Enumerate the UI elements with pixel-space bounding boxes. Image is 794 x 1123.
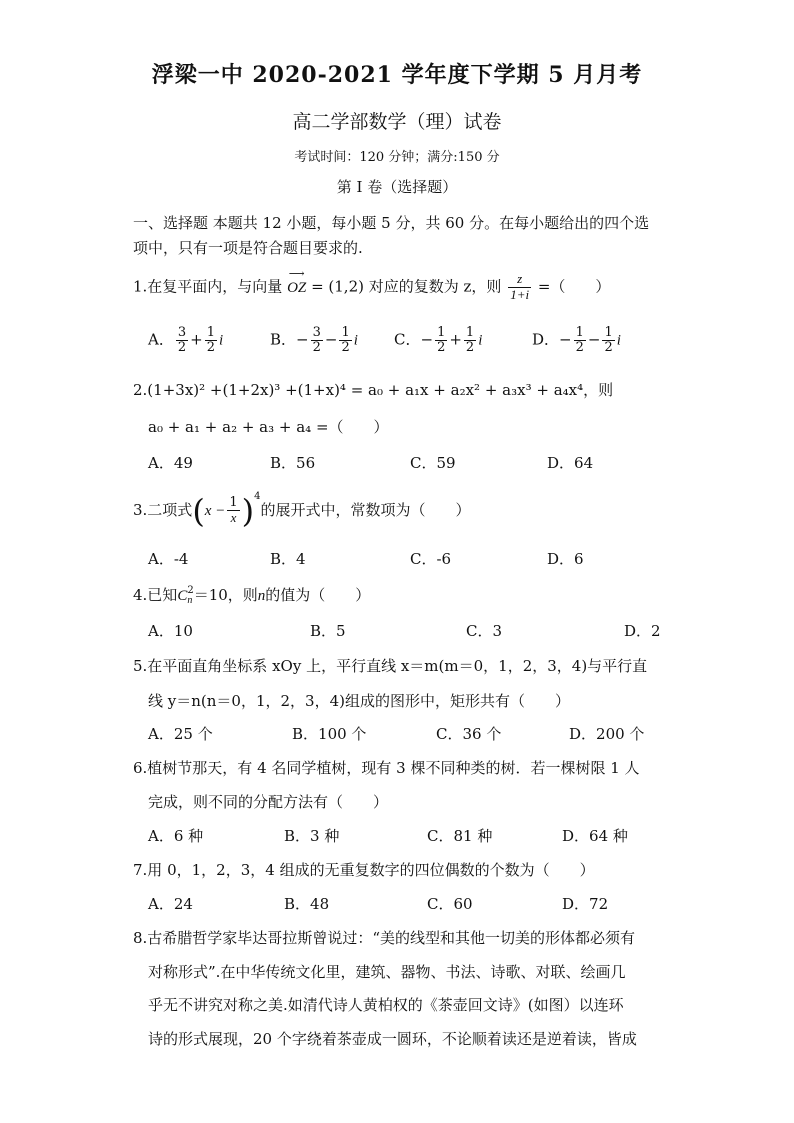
q5-option-a: A．25 个 [148,725,213,743]
q1-option-c: C．− $\frac{1}{2}$ + $\frac{1}{2}$ i [394,325,483,355]
q7-option-b: B．48 [284,895,330,913]
question-8-line-2: 对称形式”.在中华传统文化里，建筑、器物、书法、诗歌、对联、绘画几 [148,963,626,981]
q6-option-d: D．64 种 [562,827,628,845]
q2-option-c: C．59 [410,454,456,472]
q1-option-a: A． $\frac{3}{2}$ + $\frac{1}{2}$ i [148,325,224,355]
q2-option-b: B．56 [270,454,316,472]
q1-text-b: = (1,2) 对应的复数为 z，则 [311,277,502,296]
question-8-line-1: 8.古希腊哲学家毕达哥拉斯曾说过：“美的线型和其他一切美的形体都必须有 [133,929,635,947]
q1-vector: ⟶ OZ [287,266,307,296]
q5-option-b: B．100 个 [292,725,367,743]
q5-option-d: D．200 个 [569,725,645,743]
section-heading: 第 I 卷（选择题） [336,178,458,196]
q2-option-a: A．49 [148,454,193,472]
q2-option-d: D．64 [547,454,594,472]
question-2-line-2: a₀ + a₁ + a₂ + a₃ + a₄ =（ ） [148,418,389,436]
q1-option-b: B．− $\frac{3}{2}$ − $\frac{1}{2}$ i [270,325,358,355]
instructions-line-2: 项中，只有一项是符合题目要求的. [133,239,363,257]
q1-option-d: D．− $\frac{1}{2}$ − $\frac{1}{2}$ i [532,325,621,355]
q4-option-b: B．5 [310,622,346,640]
q6-option-a: A．6 种 [148,827,204,845]
question-1 [133,266,611,303]
q4-option-d: D．2 [624,622,661,640]
q3-option-a: A．-4 [148,550,189,568]
q3-option-d: D．6 [547,550,584,568]
q3-option-c: C．-6 [410,550,452,568]
q1-text-c: =（ ） [537,277,611,296]
q1-text-a: 1.在复平面内，与向量 [133,277,283,296]
exam-info: 考试时间：120 分钟；满分:150 分 [294,150,500,165]
question-3: 3.二项式(x − $\frac{1}{x}$ )$^4$的展开式中，常数项为（ ） [133,491,471,530]
q4-option-c: C．3 [466,622,503,640]
question-8-line-3: 乎无不讲究对称之美.如清代诗人黄柏权的《茶壶回文诗》(如图）以连环 [148,996,624,1014]
question-5-line-2: 线 y＝n(n＝0，1，2，3，4)组成的图形中，矩形共有（ ） [148,692,570,710]
exam-subtitle: 高二学部数学（理）试卷 [292,111,502,133]
q3-option-b: B．4 [270,550,306,568]
question-7: 7.用 0，1，2，3，4 组成的无重复数字的四位偶数的个数为（ ） [133,861,595,879]
q6-option-c: C．81 种 [427,827,493,845]
q5-option-c: C．36 个 [436,725,502,743]
q6-option-b: B．3 种 [284,827,340,845]
question-6-line-2: 完成，则不同的分配方法有（ ） [148,793,389,811]
q1-fraction: $\frac{z}{1+i}$ [510,271,530,302]
question-8-line-4: 诗的形式展现，20 个字绕着茶壶成一圆环，不论顺着读还是逆着读，皆成 [148,1030,637,1048]
question-6-line-1: 6.植树节那天，有 4 名同学植树，现有 3 棵不同种类的树．若一棵树限 1 人 [133,759,640,777]
question-5-line-1: 5.在平面直角坐标系 xOy 上，平行直线 x＝m(m＝0，1，2，3，4)与平行直 [133,657,648,675]
vector-arrow-icon: ⟶ [288,266,305,280]
q7-option-a: A．24 [148,895,193,913]
instructions-line-1: 一、选择题 本题共 12 小题，每小题 5 分，共 60 分。在每小题给出的四个选 [133,214,650,232]
q7-option-c: C．60 [427,895,473,913]
question-4: 4.已知C 2 n ＝10，则n的值为（ ） [133,585,371,606]
question-2-line-1: 2.(1+3x)² +(1+2x)³ +(1+x)⁴ = a₀ + a₁x + a₂x² + a₃x³ + a₄x⁴，则 [133,381,614,399]
q4-option-a: A．10 [148,622,193,640]
exam-title: 浮梁一中 2020-2021 学年度下学期 5 月月考 [151,62,643,88]
q7-option-d: D．72 [562,895,609,913]
